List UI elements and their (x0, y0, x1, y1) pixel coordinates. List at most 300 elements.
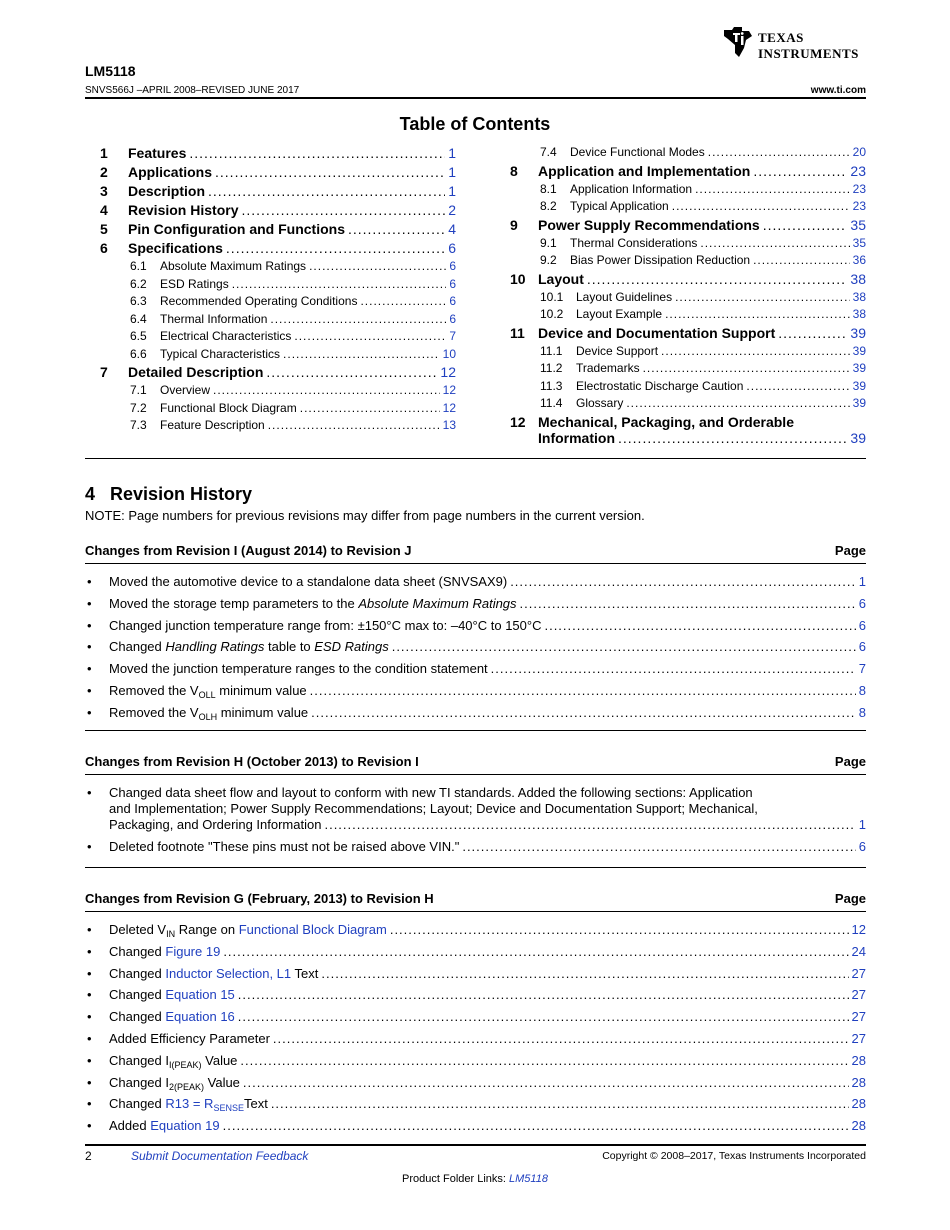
change-text: Added Equation 19 (109, 1118, 220, 1134)
toc-page[interactable]: 38 (850, 270, 866, 287)
toc-leader (360, 294, 446, 308)
toc-entry[interactable] (100, 294, 456, 312)
toc-leader (700, 236, 849, 250)
change-header (85, 754, 866, 775)
toc-title-text: Layout Example (576, 307, 663, 321)
toc-leader (283, 347, 440, 361)
toc-page[interactable]: 38 (852, 289, 866, 304)
toc-leader (708, 145, 850, 159)
change-item (85, 618, 866, 634)
toc-leader (189, 145, 445, 161)
toc-title-text: Thermal Considerations (570, 235, 698, 250)
page-column-label: Page (834, 543, 866, 558)
toc-entry[interactable] (510, 253, 866, 271)
page-link[interactable]: 7 (858, 661, 866, 677)
toc-num: 6.2 (130, 276, 147, 291)
page-link[interactable]: 24 (851, 943, 866, 959)
rev-i-bottom-rule (85, 867, 866, 868)
toc-entry[interactable] (100, 312, 456, 330)
toc-page[interactable]: 36 (852, 253, 866, 267)
toc-leader (309, 259, 446, 273)
toc-entry[interactable] (100, 364, 456, 383)
xref-link[interactable]: Equation 15 (165, 987, 235, 1003)
change-item (85, 1031, 866, 1047)
change-text: Moved the junction temperature ranges to the condition statement (109, 661, 488, 677)
change-text: Deleted footnote "These pins must not be raised above VIN." (109, 838, 460, 854)
toc-title-text: Power Supply Recommendations (538, 216, 760, 233)
leader-dots (544, 618, 855, 634)
toc-num: 6.1 (130, 259, 147, 273)
toc-entry[interactable] (100, 401, 456, 419)
leader-dots (310, 683, 856, 699)
leader-dots (392, 639, 856, 655)
toc-leader (241, 202, 445, 218)
toc-title-text: Layout Guidelines (576, 289, 673, 304)
change-header (85, 891, 866, 912)
toc-leader (643, 361, 850, 375)
toc-page[interactable]: 23 (852, 181, 866, 196)
change-item (85, 1053, 866, 1069)
bullet: • (87, 1052, 92, 1068)
change-item (85, 1009, 866, 1025)
page-link[interactable]: 27 (851, 1030, 866, 1046)
xref-link[interactable]: Equation 16 (165, 1009, 235, 1025)
toc-page[interactable]: 12 (440, 364, 456, 380)
brand-line-2: INSTRUMENTS (758, 46, 859, 61)
toc-num: 6.6 (130, 346, 147, 361)
change-item (85, 1075, 866, 1091)
bullet: • (87, 965, 92, 981)
page-link[interactable]: 8 (858, 704, 866, 720)
change-item (85, 1096, 866, 1112)
xref-link[interactable]: Inductor Selection, L1 (165, 965, 292, 981)
page-link[interactable]: 6 (858, 838, 866, 854)
toc-title-text: Device Support (576, 343, 659, 358)
toc-leader (618, 430, 847, 446)
xref-link[interactable]: $R13 = R_{SENSE}$ (165, 1096, 244, 1114)
page-column-label: Page (834, 891, 866, 906)
leader-dots (223, 1118, 849, 1134)
toc-num: 9 (510, 216, 518, 233)
page-link[interactable]: 6 (858, 617, 866, 633)
change-text: Deleted $V_{IN}$ Range on Functional Block Diagram (109, 922, 387, 939)
leader-dots (491, 661, 856, 677)
toc-page[interactable]: 6 (449, 294, 456, 308)
toc-leader (232, 277, 447, 291)
revision-history-heading (85, 484, 252, 505)
toc-leader (270, 312, 446, 326)
toc-page[interactable]: 6 (449, 259, 456, 273)
toc-page[interactable]: 6 (449, 311, 456, 326)
leader-dots (243, 1075, 849, 1091)
footer-rule (85, 1144, 866, 1146)
toc-title-text: Layout (538, 270, 584, 287)
toc-leader (213, 383, 440, 397)
bullet: • (87, 987, 92, 1003)
toc-entry[interactable] (510, 199, 866, 217)
bullet: • (87, 661, 92, 677)
toc-entry[interactable] (510, 307, 866, 325)
toc-leader (746, 379, 849, 393)
toc-title-text: Electrostatic Discharge Caution (576, 378, 744, 393)
toc-title-text: Device Functional Modes (570, 145, 705, 159)
xref-link[interactable]: Equation 19 (150, 1118, 220, 1134)
toc-title-text: Overview (160, 383, 211, 397)
toc-page[interactable]: 39 (852, 361, 866, 375)
toc-leader (753, 163, 847, 179)
change-item (85, 596, 866, 612)
toc-title-text: Electrical Characteristics (160, 329, 292, 343)
leader-dots (510, 574, 856, 590)
toc-entry[interactable] (510, 414, 866, 430)
toc-entry[interactable] (100, 418, 456, 436)
bullet: • (87, 595, 92, 611)
page-link[interactable]: 27 (851, 1009, 866, 1025)
toc-leader (208, 183, 445, 199)
toc-title-text: Information (538, 429, 615, 446)
toc-entry-continued[interactable] (510, 430, 866, 449)
revision-note: NOTE: Page numbers for previous revisions may differ from page numbers in the current version. (85, 508, 645, 523)
page-link[interactable]: 28 (851, 1096, 866, 1112)
toc-title-text: Applications (128, 164, 213, 180)
toc-title-text: Bias Power Dissipation Reduction (570, 253, 751, 267)
change-item (85, 922, 866, 938)
toc-page[interactable]: 10 (442, 346, 456, 361)
toc-num: 7.4 (540, 145, 557, 159)
bullet: • (87, 1009, 92, 1025)
toc-leader (587, 271, 848, 287)
bullet: • (87, 617, 92, 633)
toc-entry[interactable] (100, 383, 456, 401)
toc-page[interactable]: 2 (448, 202, 456, 218)
change-item (85, 574, 866, 590)
folder-label: Product Folder Links: (402, 1173, 510, 1185)
change-text: Removed the $V_{OLL}$ minimum value (109, 682, 307, 700)
page-link[interactable]: 1 (858, 817, 866, 832)
toc-num: 8 (510, 162, 518, 179)
bullet: • (87, 922, 92, 937)
page-link[interactable]: 6 (858, 595, 866, 611)
toc-title-text: Typical Application (570, 199, 669, 213)
toc-entry[interactable] (100, 277, 456, 295)
change-text-line: Packaging, and Ordering Information (109, 817, 322, 832)
toc-leader (294, 329, 446, 343)
leader-dots (520, 596, 856, 612)
bullet: • (87, 1030, 92, 1046)
toc-title-text: Detailed Description (128, 364, 264, 380)
section-title: Revision History (110, 484, 253, 504)
leader-dots (390, 922, 849, 938)
toc-entry[interactable] (100, 145, 456, 164)
toc-title-text: Mechanical, Packaging, and Orderable (538, 413, 794, 430)
changes-rev-j (85, 543, 866, 727)
toc-entry[interactable] (100, 221, 456, 240)
toc-entry[interactable] (100, 240, 456, 259)
change-text: Removed the $V_{OLH}$ minimum value (109, 704, 309, 722)
toc-num: 7 (100, 364, 108, 380)
bullet: • (87, 704, 92, 720)
change-text: Changed Equation 15 (109, 987, 235, 1003)
toc-title-text: Absolute Maximum Ratings (160, 259, 307, 273)
toc-num: 9.2 (540, 253, 557, 267)
ti-logo (722, 26, 872, 66)
toc-entry[interactable] (510, 344, 866, 362)
toc-entry[interactable] (100, 347, 456, 365)
toc-title-text: Specifications (128, 240, 223, 256)
part-number: LM5118 (85, 63, 136, 79)
change-title: Changes from Revision I (August 2014) to Revision J (85, 543, 412, 558)
change-item (85, 987, 866, 1003)
toc-page[interactable]: 39 (850, 429, 866, 446)
toc-num: 11.2 (540, 361, 563, 375)
toc-page[interactable]: 7 (449, 329, 456, 343)
xref-link[interactable]: Functional Block Diagram (238, 922, 387, 937)
toc-entry[interactable] (510, 396, 866, 414)
toc-entry[interactable] (510, 182, 866, 200)
toc-entry[interactable] (100, 329, 456, 347)
toc-leader (268, 418, 440, 432)
doc-id: SNVS566J –APRIL 2008–REVISED JUNE 2017 (85, 85, 300, 96)
toc-entry[interactable] (510, 217, 866, 236)
toc-entry[interactable] (510, 379, 866, 397)
toc-entry[interactable] (100, 183, 456, 202)
toc-leader (626, 396, 849, 410)
website-link[interactable]: www.ti.com (810, 85, 866, 96)
toc-page[interactable]: 12 (442, 383, 456, 397)
toc-num: 6 (100, 240, 108, 256)
leader-dots (462, 839, 855, 855)
page-link[interactable]: 1 (858, 574, 866, 589)
toc-page[interactable]: 1 (448, 145, 456, 161)
toc-page[interactable]: 38 (852, 307, 866, 321)
bullet: • (87, 1074, 92, 1090)
toc-entry[interactable] (100, 202, 456, 221)
page-link[interactable]: 28 (851, 1074, 866, 1090)
toc-title-text: Device and Documentation Support (538, 324, 776, 341)
toc-title-text: Thermal Information (160, 311, 268, 326)
toc-title-text: Glossary (576, 396, 624, 410)
toc-num: 2 (100, 164, 108, 180)
toc-page[interactable]: 39 (852, 396, 866, 410)
toc-leader (672, 199, 850, 213)
change-text: Changed Inductor Selection, L1 Text (109, 965, 319, 981)
change-item (85, 683, 866, 699)
brand-line-1: TEXAS (758, 30, 804, 45)
toc-entry[interactable] (510, 290, 866, 308)
change-text-line: and Implementation; Power Supply Recommendations; Layout; Device and Documentation Support; Mechanical, (109, 801, 758, 816)
header-rule (85, 97, 866, 99)
toc-page[interactable]: 1 (448, 183, 456, 199)
toc-title-text: Feature Description (160, 418, 265, 432)
toc-leader (778, 325, 847, 341)
bullet: • (87, 943, 92, 959)
footer-page-number: 2 (85, 1149, 92, 1163)
toc-page[interactable]: 1 (448, 164, 456, 180)
toc-num: 7.1 (130, 383, 147, 397)
toc-num: 8.2 (540, 199, 557, 213)
leader-dots (324, 817, 855, 833)
toc-num: 9.1 (540, 235, 557, 250)
xref-link[interactable]: Figure 19 (165, 943, 221, 959)
change-text: Added Efficiency Parameter (109, 1030, 270, 1046)
toc-left-column (100, 145, 456, 436)
page-link[interactable]: 27 (851, 965, 866, 981)
change-text: Changed Figure 19 (109, 943, 221, 959)
change-text: Moved the automotive device to a standalone data sheet (SNVSAX9) (109, 574, 508, 589)
toc-page[interactable]: 4 (448, 221, 456, 237)
page-link[interactable]: 28 (851, 1118, 866, 1134)
changes-rev-i (85, 754, 866, 861)
toc-entry[interactable] (510, 236, 866, 254)
toc-num: 8.1 (540, 181, 557, 196)
bullet: • (87, 1096, 92, 1112)
toc-leader (226, 240, 445, 256)
toc-title-text: Application and Implementation (538, 162, 751, 179)
toc-leader (348, 221, 445, 237)
toc-leader (753, 253, 850, 267)
toc-num: 11.1 (540, 343, 563, 358)
change-item (85, 1118, 866, 1134)
toc-title-text: Pin Configuration and Functions (128, 221, 345, 237)
toc-entry[interactable] (100, 259, 456, 277)
toc-leader (675, 290, 850, 304)
toc-entry[interactable] (100, 164, 456, 183)
leader-dots (238, 1009, 849, 1025)
toc-num: 4 (100, 202, 108, 218)
toc-title-text: Revision History (128, 202, 239, 218)
toc-leader (215, 164, 445, 180)
page-column-label: Page (834, 754, 866, 769)
change-text-line: Changed data sheet flow and layout to conform with new TI standards. Added the following sections: Application (109, 785, 753, 800)
toc-num: 12 (510, 413, 526, 430)
toc-title-text: Recommended Operating Conditions (160, 294, 358, 308)
change-text: Moved the storage temp parameters to the Absolute Maximum Ratings (109, 595, 517, 611)
toc-page[interactable]: 23 (852, 199, 866, 213)
toc-page[interactable]: 20 (852, 145, 866, 159)
toc-title-text: Trademarks (576, 361, 640, 375)
toc-title-text: Features (128, 145, 187, 161)
toc-leader (665, 307, 850, 321)
toc-page[interactable]: 6 (448, 240, 456, 256)
toc-num: 6.5 (130, 329, 147, 343)
toc-page[interactable]: 13 (442, 418, 456, 432)
leader-dots (238, 987, 849, 1003)
toc-page[interactable]: 39 (852, 378, 866, 393)
change-list (85, 922, 866, 1134)
toc-leader (661, 344, 850, 358)
change-item (85, 639, 866, 655)
bullet: • (87, 838, 92, 854)
toc-num: 5 (100, 221, 108, 237)
change-item (85, 944, 866, 960)
toc-entry[interactable] (510, 325, 866, 344)
change-text: Changed junction temperature range from: ±150°C max to: –40°C to 150°C (109, 617, 542, 633)
toc-num: 11.4 (540, 396, 563, 410)
bullet: • (87, 1118, 92, 1134)
toc-page[interactable]: 39 (850, 324, 866, 341)
toc-page[interactable]: 35 (850, 216, 866, 233)
toc-leader (266, 364, 437, 380)
change-item (85, 839, 866, 855)
toc-page[interactable]: 12 (442, 400, 456, 415)
rev-j-bottom-rule (85, 730, 866, 731)
change-text: Changed Equation 16 (109, 1009, 235, 1025)
submit-feedback-link[interactable]: Submit Documentation Feedback (131, 1149, 309, 1163)
bullet: • (87, 785, 92, 800)
toc-right-column (510, 145, 866, 449)
page-link[interactable]: 12 (851, 922, 866, 937)
toc-num: 7.3 (130, 418, 147, 432)
toc-num: 10 (510, 270, 526, 287)
toc-title-text: Description (128, 183, 206, 199)
toc-num: 11 (510, 324, 525, 341)
product-folder-link[interactable]: LM5118 (509, 1173, 548, 1185)
bullet: • (87, 574, 92, 589)
toc-page[interactable]: 35 (852, 235, 866, 250)
change-item (85, 661, 866, 677)
toc-num: 3 (100, 183, 108, 199)
change-list (85, 574, 866, 721)
toc-entry[interactable] (510, 361, 866, 379)
page-link[interactable]: 28 (851, 1052, 866, 1068)
toc-entry[interactable] (510, 163, 866, 182)
changes-rev-h (85, 891, 866, 1140)
page-link[interactable]: 8 (858, 682, 866, 698)
bullet: • (87, 682, 92, 698)
toc-num: 7.2 (130, 400, 147, 415)
toc-page[interactable]: 6 (449, 276, 456, 291)
page-link[interactable]: 27 (851, 987, 866, 1003)
page-link[interactable]: 6 (858, 639, 866, 655)
leader-dots (240, 1053, 848, 1069)
toc-num: 1 (100, 145, 108, 161)
toc-page[interactable]: 23 (850, 162, 866, 179)
change-text: Changed $I_{I(PEAK)}$ Value (109, 1052, 238, 1070)
toc-entry[interactable] (510, 271, 866, 290)
toc-entry[interactable] (510, 145, 866, 163)
toc-num: 6.3 (130, 294, 147, 308)
toc-page[interactable]: 39 (852, 343, 866, 358)
toc-num: 10.2 (540, 307, 564, 321)
change-list (85, 785, 866, 855)
section-number: 4 (85, 484, 96, 504)
toc-title: Table of Contents (399, 114, 551, 134)
toc-bottom-rule (85, 458, 866, 459)
toc-leader (695, 182, 850, 196)
toc-leader (763, 217, 848, 233)
toc-num: 11.3 (540, 378, 563, 393)
change-header (85, 543, 866, 564)
leader-dots (271, 1096, 849, 1112)
leader-dots (273, 1031, 849, 1047)
leader-dots (321, 966, 848, 982)
toc-title-text: Application Information (570, 181, 693, 196)
change-text: Changed $I_{2(PEAK)}$ Value (109, 1074, 240, 1092)
toc-num: 6.4 (130, 311, 147, 326)
change-item (85, 966, 866, 982)
change-item (85, 785, 866, 833)
toc-title-text: Functional Block Diagram (160, 400, 297, 415)
leader-dots (311, 705, 856, 721)
leader-dots (223, 944, 848, 960)
toc-num: 10.1 (540, 289, 564, 304)
change-title: Changes from Revision H (October 2013) to Revision I (85, 754, 419, 769)
bullet: • (87, 639, 92, 655)
change-text: Changed $R13 = R_{SENSE}Text$ (109, 1096, 268, 1114)
toc-title-text: Typical Characteristics (160, 346, 281, 361)
toc-leader (300, 401, 440, 415)
footer-copyright: Copyright © 2008–2017, Texas Instruments Incorporated (602, 1150, 866, 1162)
